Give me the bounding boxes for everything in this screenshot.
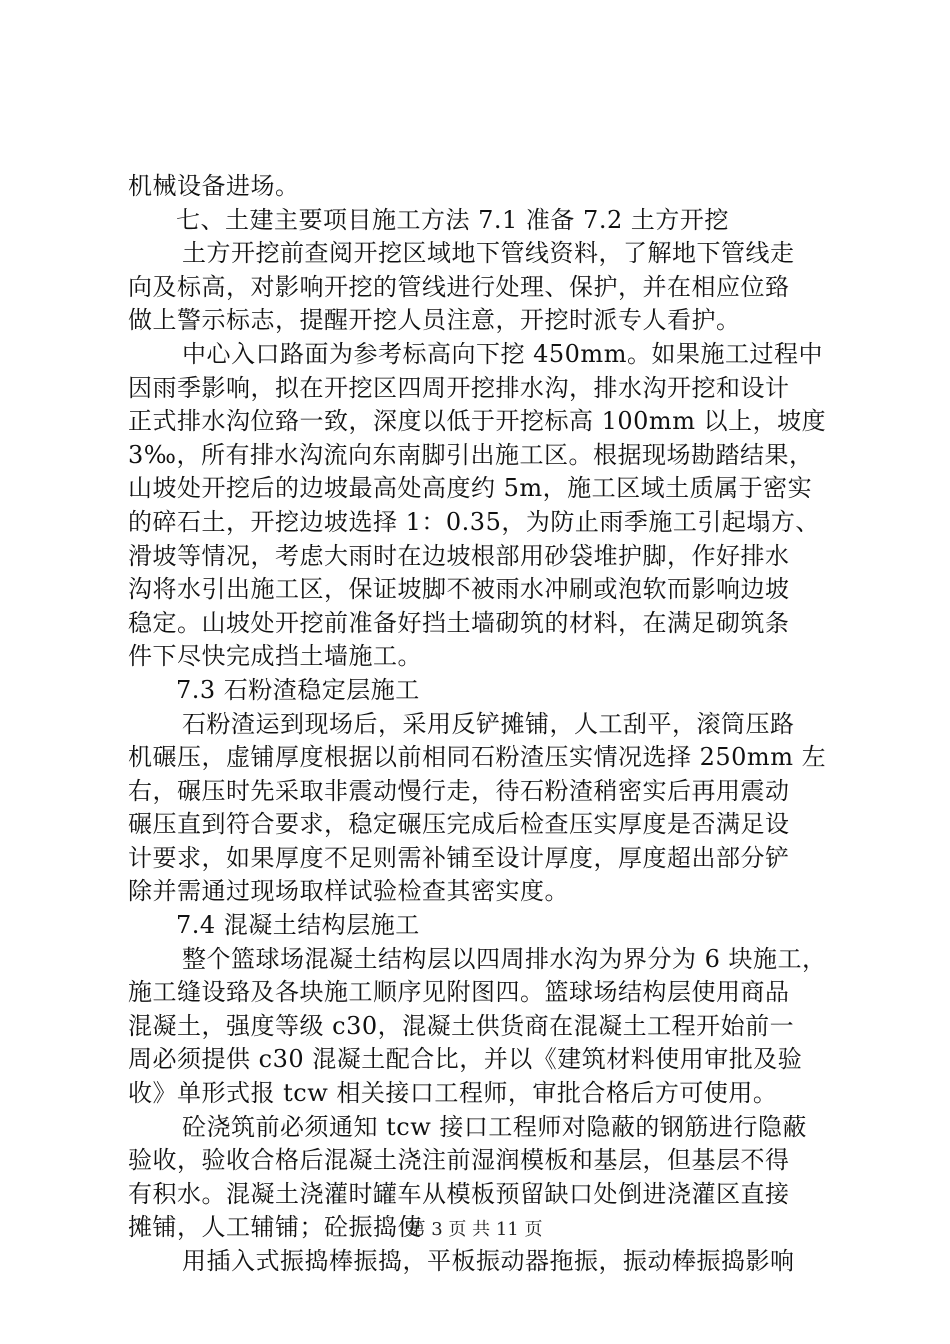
text-line: 山坡处开挖后的边坡最高处高度约 5m，施工区域土质属于密实 — [128, 474, 813, 503]
text-line: 施工缝设臵及各块施工顺序见附图四。篮球场结构层使用商品 — [128, 978, 790, 1007]
text-line: 因雨季影响，拟在开挖区四周开挖排水沟，排水沟开挖和设计 — [128, 373, 790, 402]
text-line: 除并需通过现场取样试验检查其密实度。 — [128, 877, 569, 906]
text-line: 向及标高，对影响开挖的管线进行处理、保护，并在相应位臵 — [128, 272, 790, 301]
text-line: 有积水。混凝土浇灌时罐车从模板预留缺口处倒进浇灌区直接 — [128, 1179, 790, 1208]
text-line: 机碾压，虚铺厚度根据以前相同石粉渣压实情况选择 250mm 左 — [128, 743, 827, 772]
text-line: 右，碾压时先采取非震动慢行走，待石粉渣稍密实后再用震动 — [128, 776, 790, 805]
text-line: 石粉渣运到现场后，采用反铲摊铺，人工刮平，滚筒压路 — [182, 709, 795, 738]
text-line: 收》单形式报 tcw 相关接口工程师，审批合格后方可使用。 — [128, 1079, 778, 1108]
text-line: 滑坡等情况，考虑大雨时在边坡根部用砂袋堆护脚，作好排水 — [128, 541, 790, 570]
text-line: 做上警示标志，提醒开挖人员注意，开挖时派专人看护。 — [128, 306, 741, 335]
document-body — [128, 170, 828, 1279]
text-line: 机械设备进场。 — [128, 172, 300, 200]
text-line: 土方开挖前查阅开挖区域地下管线资料，了解地下管线走 — [182, 239, 795, 268]
text-line: 3‰，所有排水沟流向东南脚引出施工区。根据现场勘踏结果， — [128, 440, 814, 469]
text-line: 周必须提供 c30 混凝土配合比，并以《建筑材料使用审批及验 — [128, 1045, 803, 1074]
text-line: 中心入口路面为参考标高向下挖 450mm。如果施工过程中 — [182, 339, 823, 368]
page-footer: 第 3 页 共 11 页 — [407, 1219, 543, 1240]
text-line: 稳定。山坡处开挖前准备好挡土墙砌筑的材料，在满足砌筑条 — [128, 608, 790, 637]
text-line: 碾压直到符合要求，稳定碾压完成后检查压实厚度是否满足设 — [128, 810, 790, 839]
text-line: 混凝土，强度等级 c30，混凝土供货商在混凝土工程开始前一 — [128, 1011, 795, 1040]
text-line: 用插入式振捣棒振捣，平板振动器拖振，振动棒振捣影响 — [182, 1247, 795, 1275]
text-line: 沟将水引出施工区，保证坡脚不被雨水冲刷或泡软而影响边坡 — [128, 575, 790, 604]
text-line: 七、土建主要项目施工方法 7.1 准备 7.2 土方开挖 — [176, 205, 729, 234]
text-line: 整个篮球场混凝土结构层以四周排水沟为界分为 6 块施工， — [182, 944, 827, 973]
text-line: 件下尽快完成挡土墙施工。 — [128, 642, 422, 671]
text-line: 摊铺，人工辅铺；砼振捣使 — [128, 1213, 422, 1242]
text-line: 7.4 混凝土结构层施工 — [176, 911, 420, 940]
text-line: 的碎石土，开挖边坡选择 1：0.35，为防止雨季施工引起塌方、 — [128, 507, 820, 536]
text-line: 7.3 石粉渣稳定层施工 — [176, 675, 420, 704]
text-line: 正式排水沟位臵一致，深度以低于开挖标高 100mm 以上，坡度 — [128, 407, 827, 436]
text-line: 砼浇筑前必须通知 tcw 接口工程师对隐蔽的钢筋进行隐蔽 — [182, 1112, 807, 1141]
text-line: 计要求，如果厚度不足则需补铺至设计厚度，厚度超出部分铲 — [128, 843, 790, 872]
text-line: 验收，验收合格后混凝土浇注前湿润模板和基层，但基层不得 — [128, 1146, 790, 1175]
